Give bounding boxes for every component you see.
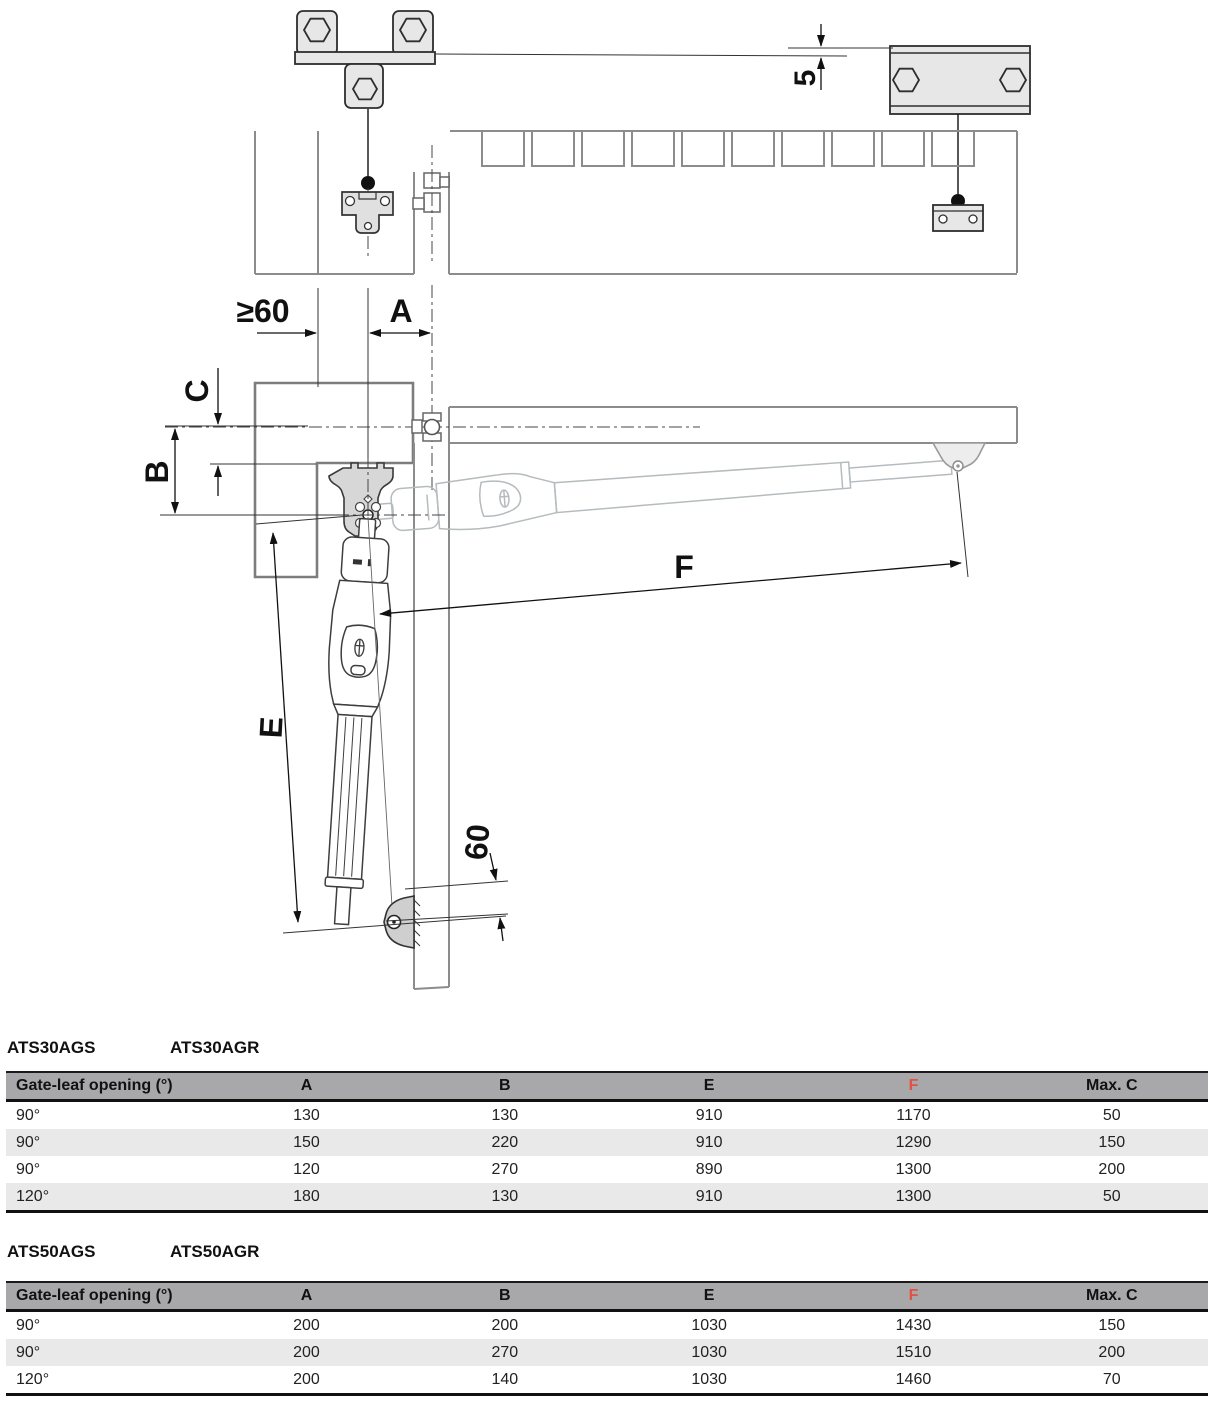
cell: 1460 — [895, 1370, 932, 1388]
dim-label-60: 60 — [457, 822, 497, 862]
cell: 70 — [1102, 1370, 1121, 1388]
table-row — [6, 1366, 1208, 1393]
pillar-bracket-front-view — [342, 192, 393, 233]
header-cell: Max. C — [1085, 1287, 1138, 1304]
actuator-open — [312, 517, 398, 926]
gate-leaf-open-plan — [414, 443, 449, 989]
dim-label-a: A — [389, 293, 413, 329]
header-cell: E — [703, 1287, 715, 1304]
header-cell: Max. C — [1085, 1077, 1138, 1094]
model-label: ATS30AGS — [7, 1038, 96, 1057]
header-cell: A — [300, 1287, 313, 1304]
dimension-C — [165, 368, 316, 496]
dim-label-c: C — [179, 379, 215, 403]
cell: 220 — [491, 1133, 519, 1151]
cell: 50 — [1102, 1106, 1121, 1124]
cell: 1300 — [895, 1160, 932, 1178]
table-row — [6, 1129, 1208, 1156]
cell: 1290 — [895, 1133, 932, 1151]
cell: 910 — [695, 1133, 723, 1151]
table2-titles — [7, 1242, 1207, 1262]
model-label: ATS30AGR — [170, 1038, 260, 1057]
gate-leaf-closed-plan — [449, 407, 1017, 443]
cell: 1030 — [691, 1370, 727, 1388]
cell: 150 — [293, 1133, 320, 1151]
cell: 1510 — [895, 1343, 932, 1361]
cell: 200 — [293, 1316, 320, 1334]
rear-bracket-hardware — [295, 11, 435, 108]
model-label: ATS50AGS — [7, 1242, 96, 1261]
cell: 200 — [491, 1316, 519, 1334]
cell: 1030 — [691, 1343, 727, 1361]
cell: 910 — [695, 1106, 723, 1124]
cell: 150 — [1098, 1316, 1126, 1334]
model-label: ATS50AGR — [170, 1242, 260, 1261]
cell: 1300 — [895, 1187, 932, 1205]
front-bracket-plan-closed — [933, 443, 985, 471]
cell: 910 — [695, 1187, 723, 1205]
front-bracket-plan-open — [384, 896, 420, 948]
header-cell-f: F — [908, 1077, 919, 1094]
cell: 90° — [16, 1316, 41, 1334]
cell: 180 — [293, 1187, 320, 1205]
dimension-5 — [435, 24, 893, 90]
header-cell: B — [499, 1077, 511, 1094]
dim-label-5: 5 — [789, 69, 822, 87]
cell: 90° — [16, 1343, 41, 1361]
table-ats50 — [6, 1281, 1208, 1396]
table-header-row — [6, 1281, 1208, 1312]
dimension-min60-A — [236, 288, 430, 458]
cell: 1030 — [691, 1316, 727, 1334]
dim-label-f: F — [674, 549, 694, 585]
dim-label-e: E — [252, 715, 290, 740]
dim-label-min60: ≥60 — [236, 293, 290, 329]
cell: 50 — [1102, 1187, 1121, 1205]
header-cell: Gate-leaf opening (°) — [16, 1287, 173, 1304]
cell: 120° — [16, 1370, 50, 1388]
header-cell-f: F — [908, 1287, 919, 1304]
table-header-row — [6, 1071, 1208, 1102]
table1-titles — [7, 1038, 1207, 1058]
cell: 140 — [491, 1370, 519, 1388]
cell: 200 — [293, 1343, 320, 1361]
header-cell: E — [703, 1077, 715, 1094]
cell: 1170 — [896, 1106, 931, 1124]
cell: 120° — [16, 1187, 50, 1205]
actuator-closed — [367, 440, 953, 537]
came-key-emblem-icon — [499, 490, 510, 508]
cell: 90° — [16, 1106, 41, 1124]
cell: 130 — [491, 1187, 519, 1205]
cell: 130 — [293, 1106, 320, 1124]
front-bracket-hardware — [890, 46, 1030, 114]
cell: 150 — [1098, 1133, 1126, 1151]
cell: 270 — [491, 1160, 519, 1178]
cell: 200 — [1098, 1160, 1126, 1178]
dimension-F — [380, 472, 968, 614]
cell: 200 — [293, 1370, 320, 1388]
table-row — [6, 1339, 1208, 1366]
cell: 130 — [491, 1106, 519, 1124]
table-row — [6, 1102, 1208, 1129]
cell: 270 — [491, 1343, 519, 1361]
dim-label-b: B — [139, 460, 175, 484]
table-row — [6, 1156, 1208, 1183]
table-row — [6, 1183, 1208, 1210]
table-row — [6, 1312, 1208, 1339]
cell: 1430 — [895, 1316, 932, 1334]
cell: 90° — [16, 1160, 41, 1178]
cell: 200 — [1098, 1343, 1126, 1361]
cell: 90° — [16, 1133, 41, 1151]
cell: 120 — [293, 1160, 320, 1178]
gate-slats — [482, 131, 974, 166]
header-cell: B — [499, 1287, 511, 1304]
cell: 890 — [695, 1160, 723, 1178]
table-ats30 — [6, 1071, 1208, 1213]
header-cell: A — [300, 1077, 313, 1094]
gate-bracket-front-view — [933, 205, 983, 231]
header-cell: Gate-leaf opening (°) — [16, 1077, 173, 1094]
